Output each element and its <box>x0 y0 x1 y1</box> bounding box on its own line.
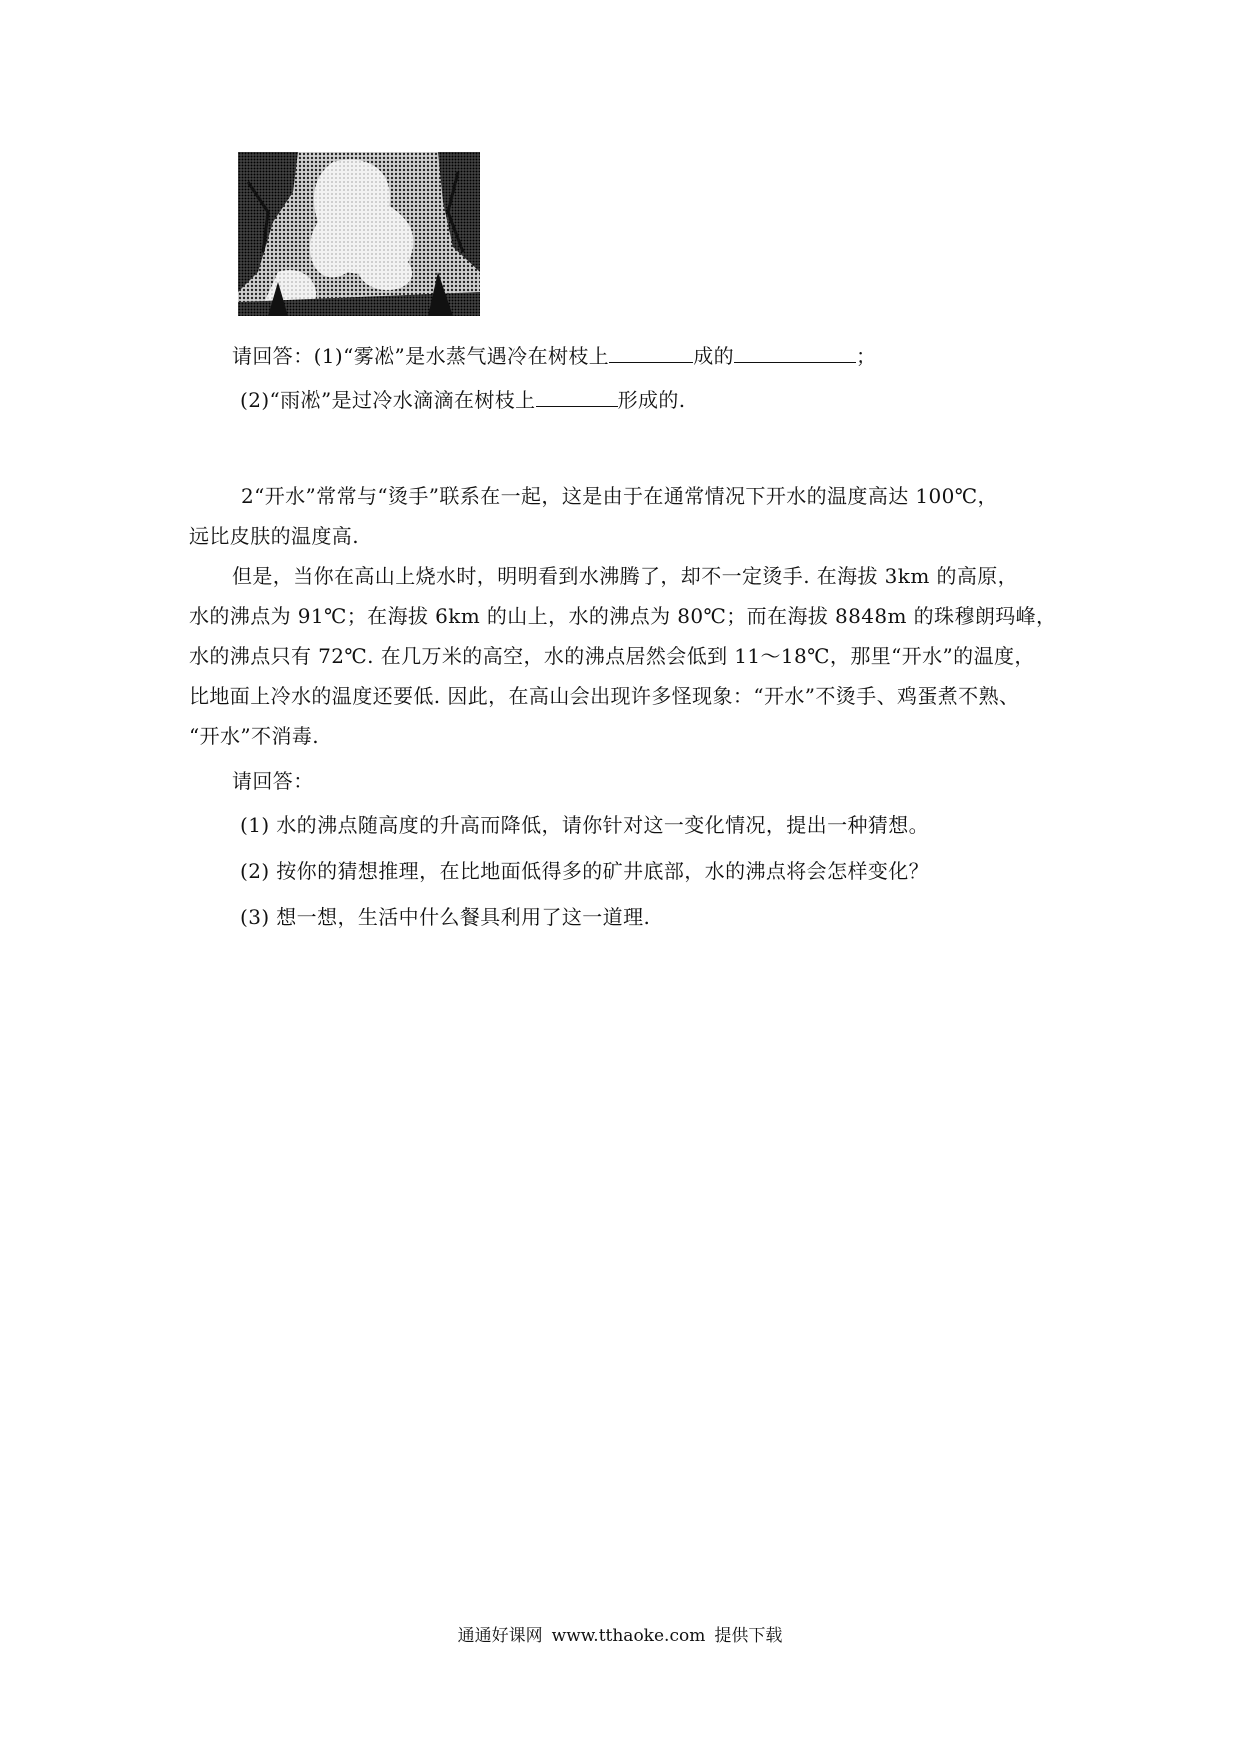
q2-intro-line-2: 远比皮肤的温度高. <box>189 524 359 548</box>
answer-blank <box>609 342 693 363</box>
q2-para-line-1: 但是，当你在高山上烧水时，明明看到水沸腾了，却不一定烫手. 在海拔 3km 的高原， <box>232 564 1019 588</box>
q1-line-1 <box>232 341 876 371</box>
answer-blank <box>536 386 618 407</box>
q1-line-2 <box>240 385 686 415</box>
footer-url: www.tthaoke.com <box>551 1626 706 1646</box>
q2-para-line-5: “开水”不消毒. <box>189 724 320 748</box>
q2-question-3: (3) 想一想，生活中什么餐具利用了这一道理. <box>240 905 651 929</box>
q2-question-2: (2) 按你的猜想推理，在比地面低得多的矿井底部，水的沸点将会怎样变化？ <box>240 859 930 883</box>
q1-line2-end: 形成的. <box>617 388 686 412</box>
footer-suffix: 提供下载 <box>714 1626 783 1646</box>
q1-line1-prefix: 请回答：(1)“雾凇”是水蒸气遇冷在树枝上 <box>232 344 610 368</box>
rime-photo <box>238 152 480 316</box>
answer-blank <box>734 342 856 363</box>
q1-line2-prefix: (2)“雨凇”是过冷水滴滴在树枝上 <box>240 388 536 412</box>
page-footer <box>0 1624 1240 1648</box>
q2-para-line-3: 水的沸点只有 72℃. 在几万米的高空，水的沸点居然会低到 11～18℃，那里“开水”的温度， <box>189 644 1035 668</box>
footer-site-name: 通通好课网 <box>457 1626 543 1646</box>
q2-answer-label: 请回答： <box>232 769 314 793</box>
q2-question-1: (1) 水的沸点随高度的升高而降低，请你针对这一变化情况，提出一种猜想。 <box>240 813 930 837</box>
q2-intro-line-1: 2“开水”常常与“烫手”联系在一起，这是由于在通常情况下开水的温度高达 100℃， <box>241 484 998 508</box>
q2-para-line-2: 水的沸点为 91℃；在海拔 6km 的山上，水的沸点为 80℃；而在海拔 8848m 的珠穆朗玛峰， <box>189 604 1057 628</box>
q1-line1-mid: 成的 <box>693 344 734 368</box>
q1-line1-end: ； <box>856 344 877 368</box>
q2-para-line-4: 比地面上冷水的温度还要低. 因此，在高山会出现许多怪现象：“开水”不烫手、鸡蛋煮不熟、 <box>189 684 1020 708</box>
